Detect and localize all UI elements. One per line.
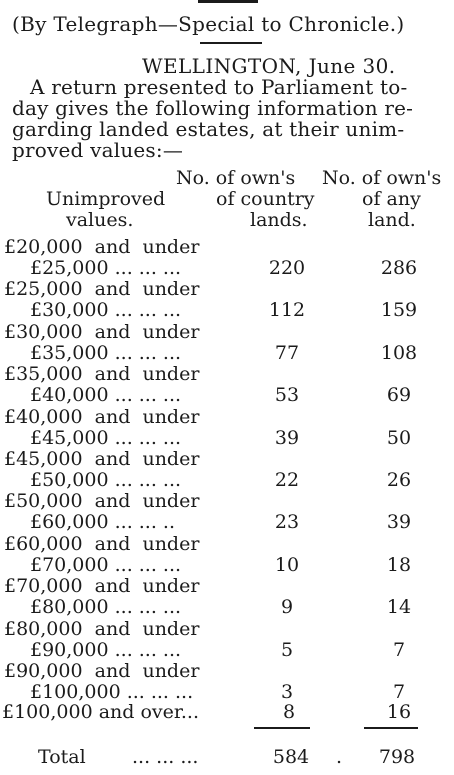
row-range-from: £90,000 and under — [4, 660, 200, 682]
row-range-from: £35,000 and under — [4, 363, 200, 385]
row-any-count: 26 — [386, 469, 412, 491]
total-label: Total — [38, 746, 86, 768]
row-range-to: £45,000 ... ... ... — [30, 427, 182, 449]
header-any-1: No. of own's — [322, 167, 442, 189]
row-range-to: £30,000 ... ... ... — [30, 299, 182, 321]
row-range-from: £30,000 and under — [4, 321, 200, 343]
total-separator: . — [336, 746, 343, 768]
row-range-to: £25,000 ... ... ... — [30, 257, 182, 279]
last-row-any: 16 — [386, 701, 412, 723]
row-range-from: £70,000 and under — [4, 575, 200, 597]
row-range-to: £70,000 ... ... ... — [30, 554, 182, 576]
row-any-count: 18 — [386, 554, 412, 576]
row-country-count: 22 — [274, 469, 300, 491]
intro-line: A return presented to Parliament to- — [30, 75, 408, 99]
row-any-count: 7 — [392, 639, 406, 661]
row-country-count: 10 — [274, 554, 300, 576]
row-any-count: 286 — [380, 257, 418, 279]
row-range-to: £90,000 ... ... ... — [30, 639, 182, 661]
row-range-to: £50,000 ... ... ... — [30, 469, 182, 491]
total-dots: ... ... ... — [132, 746, 199, 768]
row-any-count: 108 — [380, 342, 418, 364]
row-country-count: 23 — [274, 511, 300, 533]
header-country-1: No. of own's — [176, 167, 296, 189]
intro-line: proved values:— — [12, 138, 184, 162]
intro-line: garding landed estates, at their unim- — [12, 117, 405, 141]
last-row-label: £100,000 and over... — [2, 701, 199, 723]
top-rule — [198, 0, 258, 3]
row-country-count: 39 — [274, 427, 300, 449]
row-range-to: £60,000 ... ... .. — [30, 511, 176, 533]
row-any-count: 14 — [386, 596, 412, 618]
header-values-2: values. — [66, 209, 134, 231]
row-country-count: 220 — [268, 257, 306, 279]
row-any-count: 159 — [380, 299, 418, 321]
row-range-to: £35,000 ... ... ... — [30, 342, 182, 364]
row-range-from: £45,000 and under — [4, 448, 200, 470]
dateline: WELLINGTON, June 30. — [142, 54, 396, 78]
section-rule — [200, 42, 262, 44]
header-any-2: of any — [362, 188, 421, 210]
row-range-to: £100,000 ... ... ... — [30, 681, 194, 703]
header-country-3: lands. — [250, 209, 308, 231]
row-range-from: £50,000 and under — [4, 490, 200, 512]
row-country-count: 77 — [274, 342, 300, 364]
row-any-count: 69 — [386, 384, 412, 406]
row-any-count: 50 — [386, 427, 412, 449]
row-range-to: £40,000 ... ... ... — [30, 384, 182, 406]
last-row-country: 8 — [282, 701, 296, 723]
header-country-2: of country — [216, 188, 315, 210]
row-range-from: £20,000 and under — [4, 236, 200, 258]
row-country-count: 3 — [280, 681, 294, 703]
header-values-1: Unimproved — [46, 188, 166, 210]
row-range-from: £80,000 and under — [4, 618, 200, 640]
total-country: 584 — [272, 746, 310, 768]
row-any-count: 39 — [386, 511, 412, 533]
row-any-count: 7 — [392, 681, 406, 703]
row-range-from: £25,000 and under — [4, 278, 200, 300]
total-any: 798 — [378, 746, 416, 768]
total-rule-any — [364, 727, 418, 729]
total-rule-country — [254, 727, 310, 729]
row-range-from: £60,000 and under — [4, 533, 200, 555]
intro-line: day gives the following information re- — [12, 96, 414, 120]
row-country-count: 53 — [274, 384, 300, 406]
row-range-from: £40,000 and under — [4, 406, 200, 428]
header-any-3: land. — [368, 209, 416, 231]
row-country-count: 5 — [280, 639, 294, 661]
row-country-count: 9 — [280, 596, 294, 618]
byline: (By Telegraph—Special to Chronicle.) — [12, 12, 405, 36]
row-range-to: £80,000 ... ... ... — [30, 596, 182, 618]
row-country-count: 112 — [268, 299, 306, 321]
